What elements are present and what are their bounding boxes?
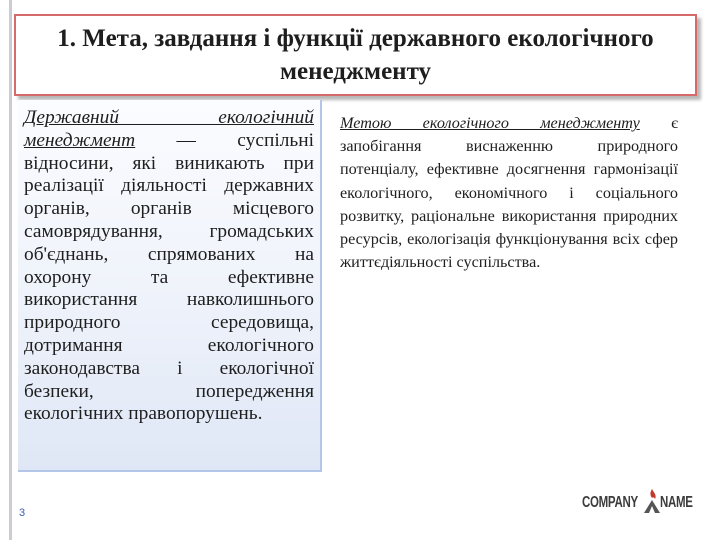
flame-mountain-logo-icon [643,488,661,514]
logo-word-name: NAME [660,495,693,512]
slide-title: 1. Мета, завдання і функції державного екологічного менеджменту [57,25,654,85]
goal-text [340,112,678,274]
goal-term: Метою екологічного менеджменту [340,114,640,132]
goal-body: є запобігання виснаженню природного потенціалу, ефективне досягнення гармонізації екологічного, економічного і соціального розвитку, раціональне використання природних ресурсів, екологізація функціонування всіх сфер життєдіяльності суспільства. [340,114,679,272]
definition-text [24,107,314,426]
definition-term: Державний екологічний менеджмент [24,107,314,151]
page-number: 3 [19,507,26,519]
definition-body: — суспільні відносини, які виникають при реалізації діяльності державних органів, органів місцевого самоврядування, громадських об'єднань, спрямованих на охорону та ефективне використання навколишнього природного середовища, дотримання екологічного законодавства і екологічної безпеки, попередження екологічних правопорушень. [24,129,314,425]
company-logo [582,488,694,516]
logo-word-company: COMPANY [582,495,638,512]
left-edge-rule [9,0,12,540]
